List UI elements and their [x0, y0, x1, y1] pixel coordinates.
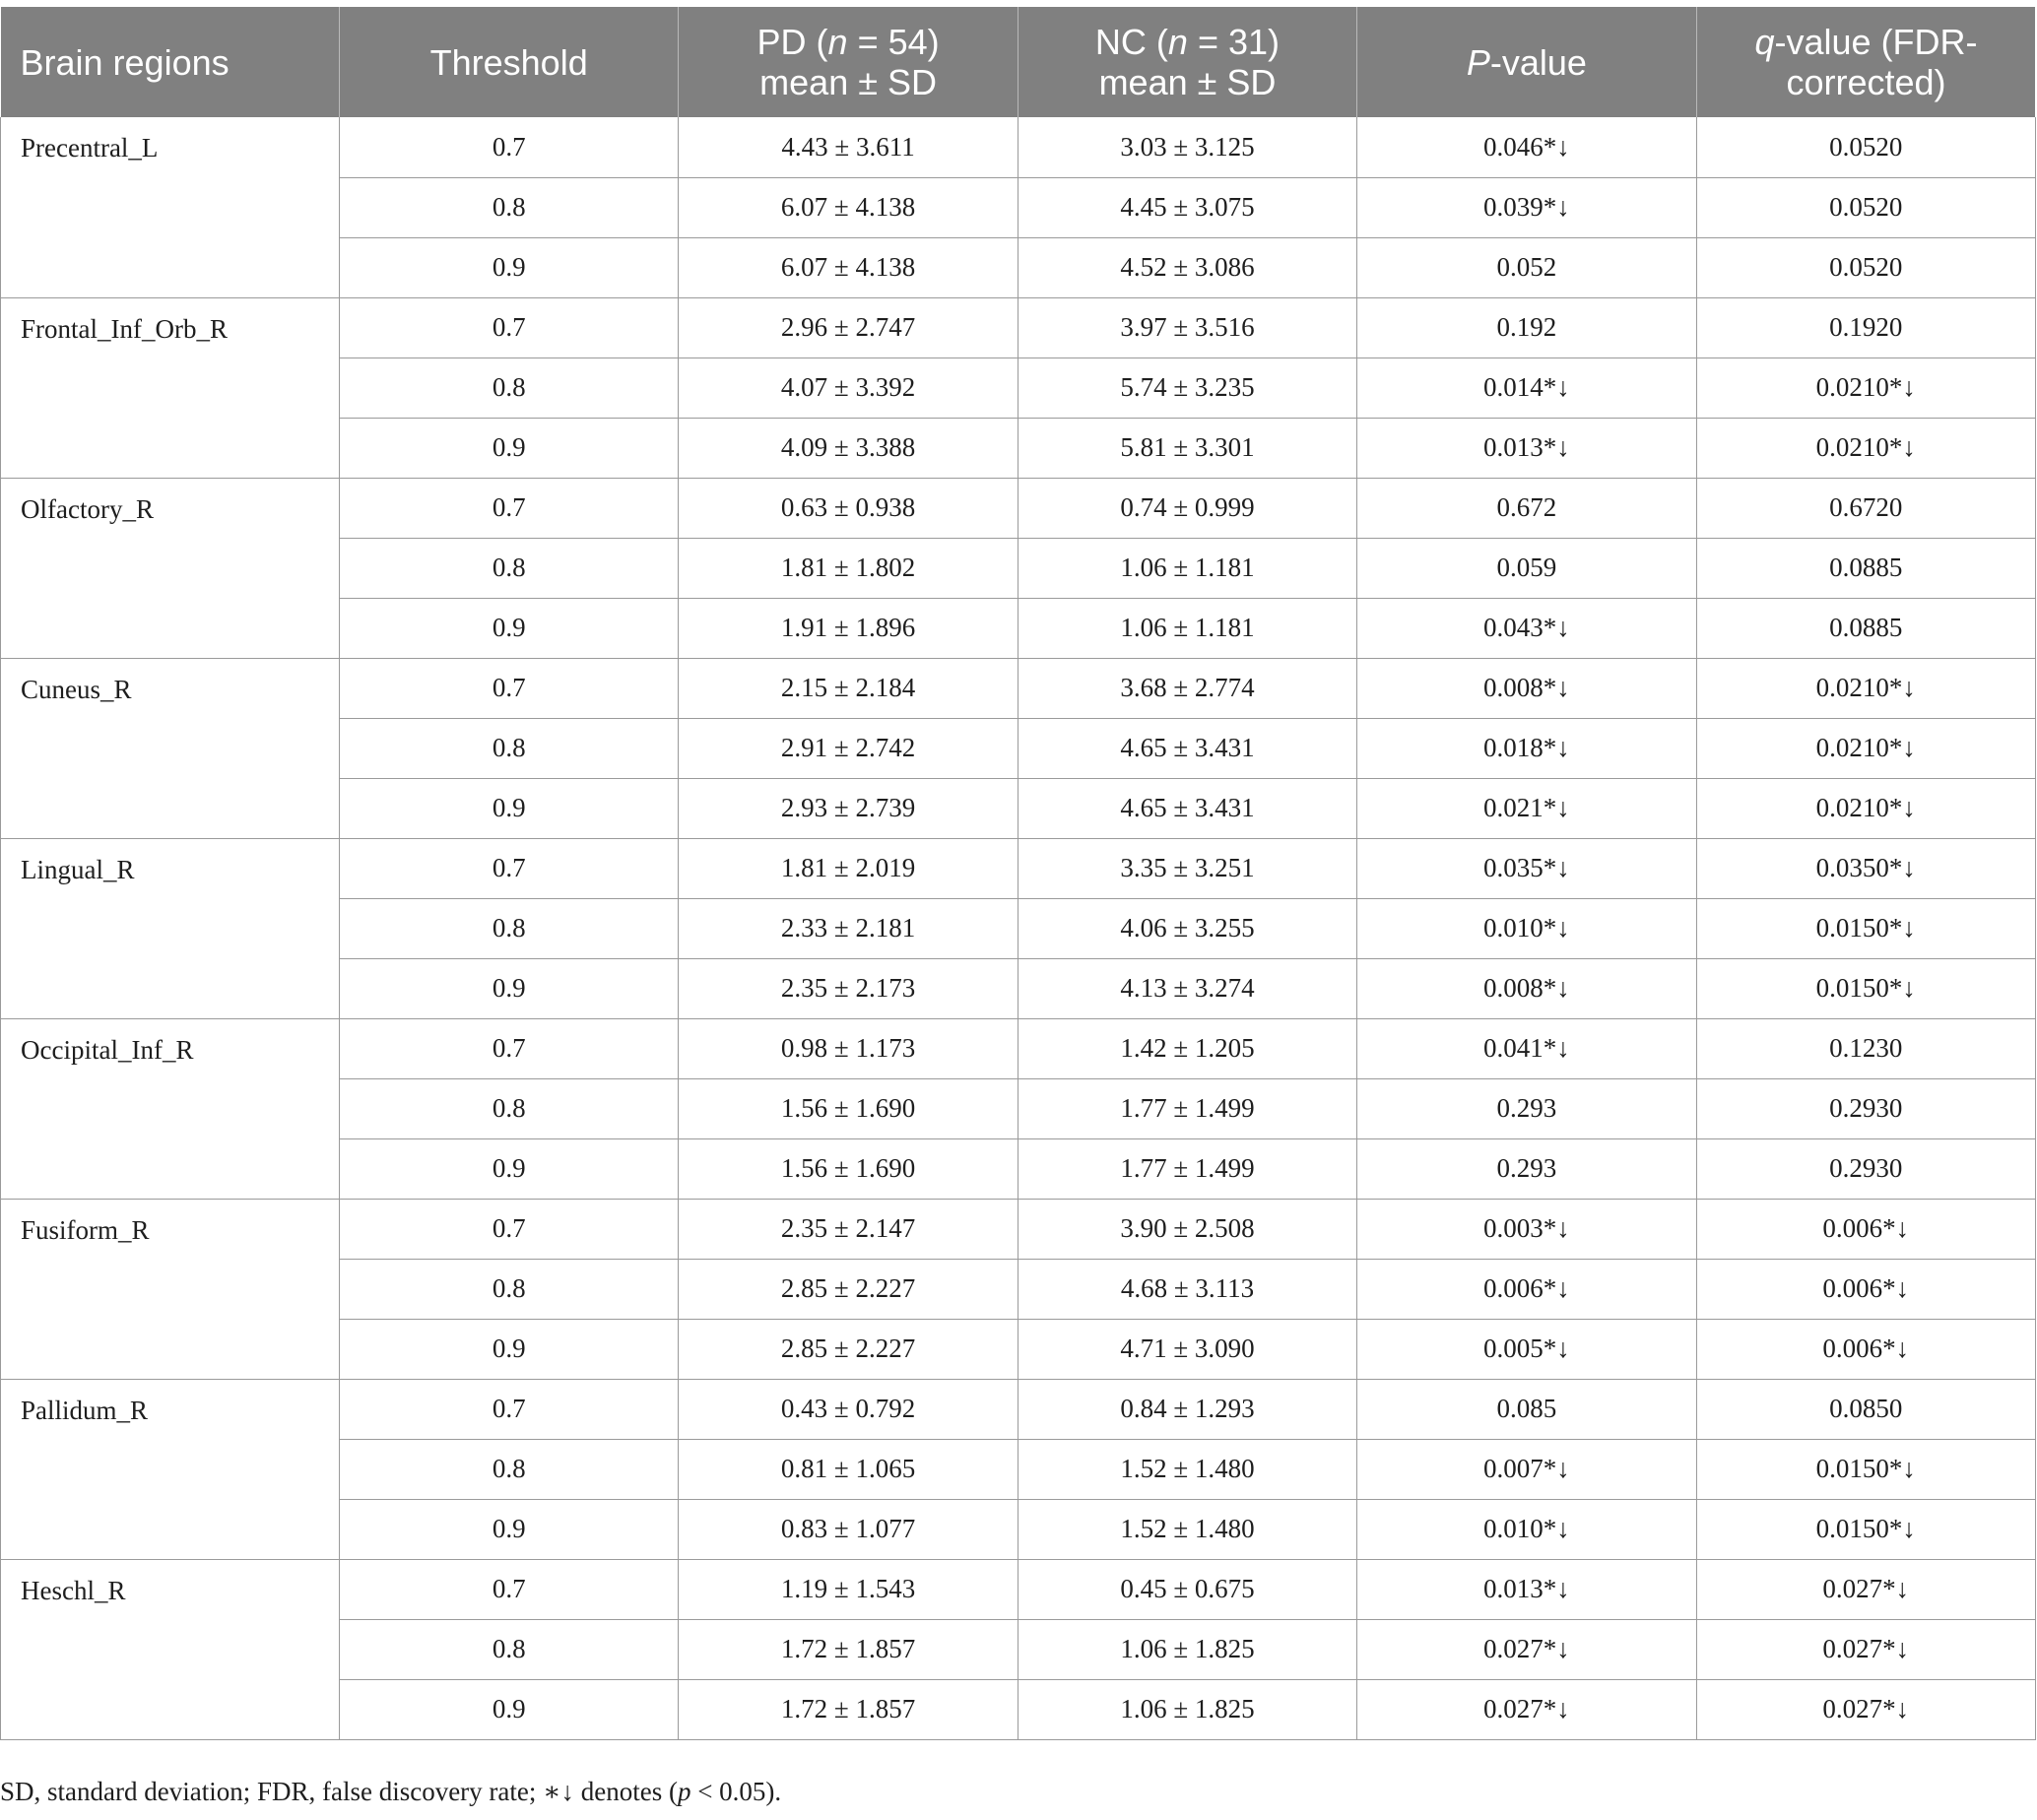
nc-value-cell: 4.68 ± 3.113: [1018, 1259, 1356, 1319]
table-row: [1, 1018, 2036, 1078]
threshold-cell: 0.8: [340, 177, 679, 237]
nc-value-cell: 4.45 ± 3.075: [1018, 177, 1356, 237]
pd-value-cell: 2.35 ± 2.147: [679, 1199, 1018, 1259]
pd-value-cell: 2.35 ± 2.173: [679, 958, 1018, 1018]
q-value-cell: 0.1920: [1696, 297, 2035, 358]
p-value-cell: 0.007*↓: [1357, 1439, 1696, 1499]
threshold-cell: 0.8: [340, 718, 679, 778]
threshold-cell: 0.7: [340, 1379, 679, 1439]
pd-value-cell: 1.91 ± 1.896: [679, 598, 1018, 658]
region-name-cell: Pallidum_R: [1, 1379, 340, 1559]
threshold-cell: 0.9: [340, 1679, 679, 1739]
table-body: [1, 117, 2036, 1739]
nc-value-cell: 4.52 ± 3.086: [1018, 237, 1356, 297]
threshold-cell: 0.7: [340, 1199, 679, 1259]
pd-value-cell: 1.81 ± 1.802: [679, 538, 1018, 598]
header-pd-stat: mean ± SD: [759, 62, 937, 102]
p-value-cell: 0.008*↓: [1357, 958, 1696, 1018]
p-value-cell: 0.035*↓: [1357, 838, 1696, 898]
threshold-cell: 0.9: [340, 958, 679, 1018]
pd-value-cell: 1.72 ± 1.857: [679, 1679, 1018, 1739]
region-name-cell: Occipital_Inf_R: [1, 1018, 340, 1199]
pd-value-cell: 2.93 ± 2.739: [679, 778, 1018, 838]
header-nc: [1018, 7, 1356, 117]
p-value-cell: 0.010*↓: [1357, 898, 1696, 958]
footnote-p-var: p: [677, 1777, 691, 1806]
p-value-cell: 0.013*↓: [1357, 418, 1696, 478]
nc-value-cell: 4.65 ± 3.431: [1018, 778, 1356, 838]
header-q-value: [1696, 7, 2035, 117]
header-p-rest: -value: [1489, 41, 1587, 83]
p-value-cell: 0.018*↓: [1357, 718, 1696, 778]
table-header: [1, 7, 2036, 117]
p-value-cell: 0.059: [1357, 538, 1696, 598]
pd-value-cell: 6.07 ± 4.138: [679, 237, 1018, 297]
footnote-text-2: < 0.05).: [690, 1777, 782, 1806]
region-name-cell: Olfactory_R: [1, 478, 340, 658]
p-value-cell: 0.039*↓: [1357, 177, 1696, 237]
nc-value-cell: 1.42 ± 1.205: [1018, 1018, 1356, 1078]
region-name-cell: Lingual_R: [1, 838, 340, 1018]
threshold-cell: 0.8: [340, 1078, 679, 1138]
header-pd-n: n: [827, 22, 848, 62]
nc-value-cell: 3.68 ± 2.774: [1018, 658, 1356, 718]
nc-value-cell: 5.81 ± 3.301: [1018, 418, 1356, 478]
footnote-text-1: SD, standard deviation; FDR, false discovery rate; ∗↓ denotes (: [0, 1777, 678, 1806]
region-name-cell: Frontal_Inf_Orb_R: [1, 297, 340, 478]
nc-value-cell: 1.06 ± 1.181: [1018, 598, 1356, 658]
p-value-cell: 0.014*↓: [1357, 358, 1696, 418]
header-nc-label: NC (: [1094, 22, 1168, 62]
q-value-cell: 0.0885: [1696, 538, 2035, 598]
nc-value-cell: 1.06 ± 1.825: [1018, 1679, 1356, 1739]
q-value-cell: 0.006*↓: [1696, 1259, 2035, 1319]
pd-value-cell: 1.81 ± 2.019: [679, 838, 1018, 898]
pd-value-cell: 0.43 ± 0.792: [679, 1379, 1018, 1439]
nc-value-cell: 1.52 ± 1.480: [1018, 1499, 1356, 1559]
nc-value-cell: 4.13 ± 3.274: [1018, 958, 1356, 1018]
nc-value-cell: 0.45 ± 0.675: [1018, 1559, 1356, 1619]
pd-value-cell: 2.96 ± 2.747: [679, 297, 1018, 358]
header-q-rest-2: corrected): [1786, 62, 1946, 102]
nc-value-cell: 3.03 ± 3.125: [1018, 117, 1356, 177]
q-value-cell: 0.0210*↓: [1696, 778, 2035, 838]
table-row: [1, 478, 2036, 538]
q-value-cell: 0.2930: [1696, 1078, 2035, 1138]
results-table: [0, 7, 2036, 1740]
pd-value-cell: 2.15 ± 2.184: [679, 658, 1018, 718]
nc-value-cell: 3.35 ± 3.251: [1018, 838, 1356, 898]
region-name-cell: Cuneus_R: [1, 658, 340, 838]
nc-value-cell: 3.90 ± 2.508: [1018, 1199, 1356, 1259]
table-row: [1, 297, 2036, 358]
q-value-cell: 0.0150*↓: [1696, 958, 2035, 1018]
q-value-cell: 0.006*↓: [1696, 1199, 2035, 1259]
threshold-cell: 0.8: [340, 1619, 679, 1679]
q-value-cell: 0.0520: [1696, 117, 2035, 177]
q-value-cell: 0.2930: [1696, 1138, 2035, 1199]
threshold-cell: 0.8: [340, 1259, 679, 1319]
threshold-cell: 0.9: [340, 237, 679, 297]
q-value-cell: 0.006*↓: [1696, 1319, 2035, 1379]
q-value-cell: 0.0150*↓: [1696, 898, 2035, 958]
q-value-cell: 0.0210*↓: [1696, 658, 2035, 718]
p-value-cell: 0.027*↓: [1357, 1679, 1696, 1739]
table-row: [1, 838, 2036, 898]
region-name-cell: Precentral_L: [1, 117, 340, 297]
header-brain-regions: Brain regions: [1, 7, 340, 117]
threshold-cell: 0.7: [340, 838, 679, 898]
header-q-rest-1: -value (FDR-: [1774, 22, 1978, 62]
q-value-cell: 0.6720: [1696, 478, 2035, 538]
threshold-cell: 0.7: [340, 1559, 679, 1619]
pd-value-cell: 2.91 ± 2.742: [679, 718, 1018, 778]
header-pd-label: PD (: [756, 22, 828, 62]
p-value-cell: 0.027*↓: [1357, 1619, 1696, 1679]
q-value-cell: 0.0885: [1696, 598, 2035, 658]
pd-value-cell: 0.63 ± 0.938: [679, 478, 1018, 538]
p-value-cell: 0.043*↓: [1357, 598, 1696, 658]
pd-value-cell: 1.19 ± 1.543: [679, 1559, 1018, 1619]
threshold-cell: 0.9: [340, 1499, 679, 1559]
region-name-cell: Fusiform_R: [1, 1199, 340, 1379]
pd-value-cell: 0.98 ± 1.173: [679, 1018, 1018, 1078]
nc-value-cell: 4.65 ± 3.431: [1018, 718, 1356, 778]
p-value-cell: 0.008*↓: [1357, 658, 1696, 718]
p-value-cell: 0.021*↓: [1357, 778, 1696, 838]
nc-value-cell: 0.84 ± 1.293: [1018, 1379, 1356, 1439]
q-value-cell: 0.027*↓: [1696, 1679, 2035, 1739]
header-p-value: [1357, 7, 1696, 117]
threshold-cell: 0.8: [340, 538, 679, 598]
pd-value-cell: 2.33 ± 2.181: [679, 898, 1018, 958]
table-row: [1, 658, 2036, 718]
p-value-cell: 0.672: [1357, 478, 1696, 538]
pd-value-cell: 4.09 ± 3.388: [679, 418, 1018, 478]
pd-value-cell: 2.85 ± 2.227: [679, 1319, 1018, 1379]
threshold-cell: 0.9: [340, 418, 679, 478]
threshold-cell: 0.9: [340, 778, 679, 838]
nc-value-cell: 3.97 ± 3.516: [1018, 297, 1356, 358]
nc-value-cell: 1.77 ± 1.499: [1018, 1138, 1356, 1199]
q-value-cell: 0.0850: [1696, 1379, 2035, 1439]
nc-value-cell: 4.71 ± 3.090: [1018, 1319, 1356, 1379]
header-pd: [679, 7, 1018, 117]
table-container: [0, 7, 2037, 1740]
header-q-var: q: [1754, 22, 1775, 62]
nc-value-cell: 1.06 ± 1.825: [1018, 1619, 1356, 1679]
q-value-cell: 0.0210*↓: [1696, 418, 2035, 478]
pd-value-cell: 0.83 ± 1.077: [679, 1499, 1018, 1559]
p-value-cell: 0.010*↓: [1357, 1499, 1696, 1559]
q-value-cell: 0.0150*↓: [1696, 1499, 2035, 1559]
p-value-cell: 0.005*↓: [1357, 1319, 1696, 1379]
q-value-cell: 0.0150*↓: [1696, 1439, 2035, 1499]
q-value-cell: 0.0350*↓: [1696, 838, 2035, 898]
threshold-cell: 0.8: [340, 1439, 679, 1499]
pd-value-cell: 4.07 ± 3.392: [679, 358, 1018, 418]
q-value-cell: 0.0210*↓: [1696, 358, 2035, 418]
p-value-cell: 0.006*↓: [1357, 1259, 1696, 1319]
pd-value-cell: 4.43 ± 3.611: [679, 117, 1018, 177]
p-value-cell: 0.192: [1357, 297, 1696, 358]
table-row: [1, 1559, 2036, 1619]
threshold-cell: 0.7: [340, 478, 679, 538]
p-value-cell: 0.293: [1357, 1078, 1696, 1138]
p-value-cell: 0.085: [1357, 1379, 1696, 1439]
threshold-cell: 0.8: [340, 898, 679, 958]
q-value-cell: 0.0210*↓: [1696, 718, 2035, 778]
q-value-cell: 0.027*↓: [1696, 1559, 2035, 1619]
p-value-cell: 0.003*↓: [1357, 1199, 1696, 1259]
header-pd-count: = 54): [847, 22, 940, 62]
threshold-cell: 0.7: [340, 117, 679, 177]
table-row: [1, 117, 2036, 177]
threshold-cell: 0.9: [340, 1319, 679, 1379]
threshold-cell: 0.7: [340, 297, 679, 358]
q-value-cell: 0.1230: [1696, 1018, 2035, 1078]
header-p-var: P: [1466, 41, 1490, 83]
pd-value-cell: 1.56 ± 1.690: [679, 1138, 1018, 1199]
q-value-cell: 0.0520: [1696, 177, 2035, 237]
nc-value-cell: 1.77 ± 1.499: [1018, 1078, 1356, 1138]
header-row: [1, 7, 2036, 117]
threshold-cell: 0.7: [340, 658, 679, 718]
p-value-cell: 0.041*↓: [1357, 1018, 1696, 1078]
p-value-cell: 0.046*↓: [1357, 117, 1696, 177]
q-value-cell: 0.0520: [1696, 237, 2035, 297]
nc-value-cell: 5.74 ± 3.235: [1018, 358, 1356, 418]
table-row: [1, 1199, 2036, 1259]
threshold-cell: 0.9: [340, 598, 679, 658]
pd-value-cell: 0.81 ± 1.065: [679, 1439, 1018, 1499]
threshold-cell: 0.9: [340, 1138, 679, 1199]
threshold-cell: 0.7: [340, 1018, 679, 1078]
nc-value-cell: 0.74 ± 0.999: [1018, 478, 1356, 538]
p-value-cell: 0.293: [1357, 1138, 1696, 1199]
p-value-cell: 0.052: [1357, 237, 1696, 297]
pd-value-cell: 2.85 ± 2.227: [679, 1259, 1018, 1319]
nc-value-cell: 1.52 ± 1.480: [1018, 1439, 1356, 1499]
table-footnote: [0, 1777, 781, 1807]
nc-value-cell: 1.06 ± 1.181: [1018, 538, 1356, 598]
p-value-cell: 0.013*↓: [1357, 1559, 1696, 1619]
q-value-cell: 0.027*↓: [1696, 1619, 2035, 1679]
pd-value-cell: 6.07 ± 4.138: [679, 177, 1018, 237]
header-nc-count: = 31): [1187, 22, 1281, 62]
pd-value-cell: 1.56 ± 1.690: [679, 1078, 1018, 1138]
table-row: [1, 1379, 2036, 1439]
region-name-cell: Heschl_R: [1, 1559, 340, 1739]
header-nc-n: n: [1167, 22, 1188, 62]
nc-value-cell: 4.06 ± 3.255: [1018, 898, 1356, 958]
pd-value-cell: 1.72 ± 1.857: [679, 1619, 1018, 1679]
threshold-cell: 0.8: [340, 358, 679, 418]
header-nc-stat: mean ± SD: [1098, 62, 1277, 102]
header-threshold: Threshold: [340, 7, 679, 117]
